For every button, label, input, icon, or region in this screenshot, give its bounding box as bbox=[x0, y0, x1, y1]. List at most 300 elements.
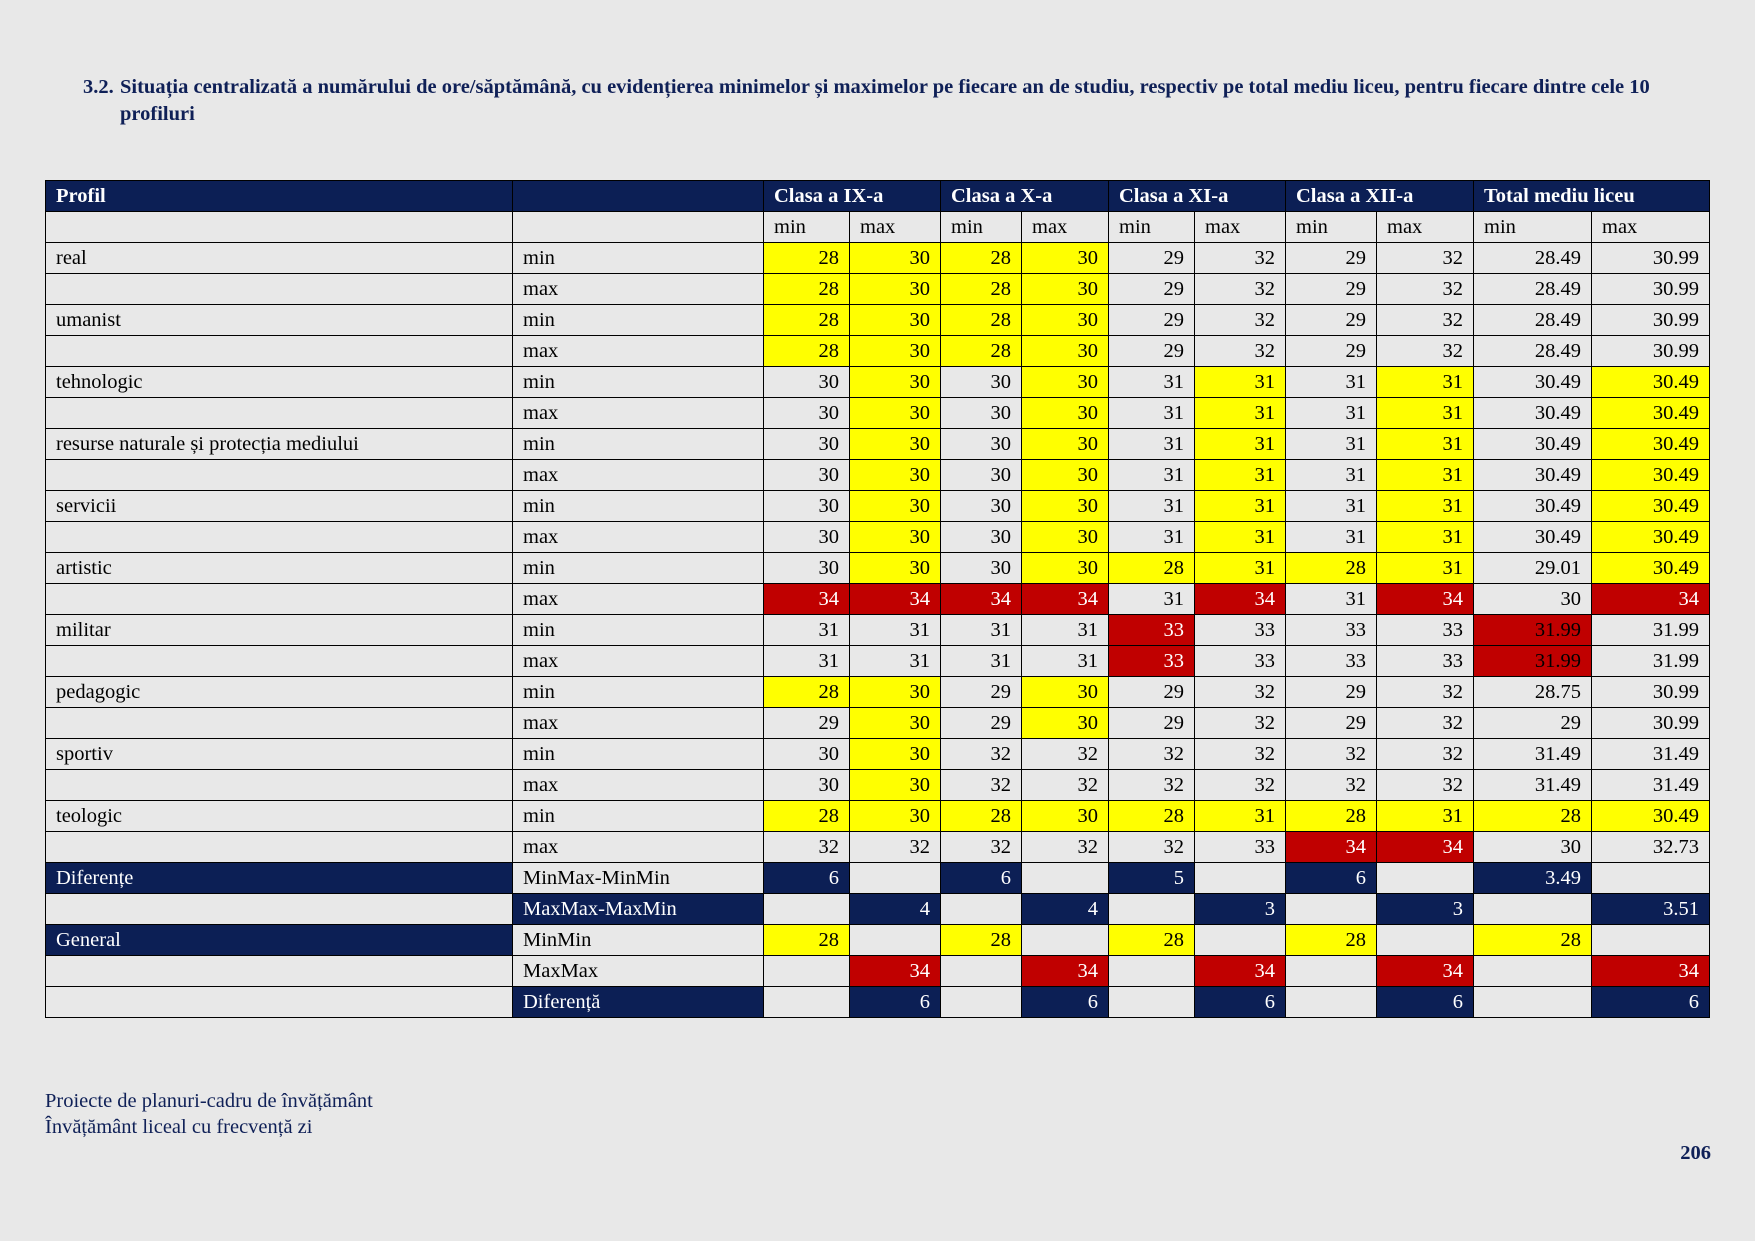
value-cell: 28.75 bbox=[1474, 677, 1592, 708]
value-cell: 30 bbox=[850, 801, 941, 832]
value-cell: 30 bbox=[764, 367, 850, 398]
value-cell: 33 bbox=[1377, 615, 1474, 646]
value-cell: 30 bbox=[764, 398, 850, 429]
value-cell: 30 bbox=[1022, 801, 1109, 832]
table-row bbox=[46, 646, 1710, 677]
value-cell: 32 bbox=[1022, 739, 1109, 770]
table-subheader-row bbox=[46, 212, 1710, 243]
row-type: min bbox=[513, 677, 764, 708]
value-cell: 30 bbox=[764, 522, 850, 553]
value-cell: 31 bbox=[1195, 398, 1286, 429]
header-class-xii: Clasa a XII-a bbox=[1286, 181, 1474, 212]
value-cell: 30 bbox=[850, 367, 941, 398]
row-type: max bbox=[513, 770, 764, 801]
summary-value-cell bbox=[850, 925, 941, 956]
value-cell: 28 bbox=[941, 305, 1022, 336]
row-type: min bbox=[513, 367, 764, 398]
summary-type: Diferență bbox=[513, 987, 764, 1018]
summary-row bbox=[46, 956, 1710, 987]
footer-line-1: Proiecte de planuri-cadru de învățământ bbox=[45, 1090, 373, 1112]
value-cell: 30 bbox=[1022, 429, 1109, 460]
value-cell: 34 bbox=[1377, 584, 1474, 615]
summary-value-cell: 6 bbox=[1377, 987, 1474, 1018]
summary-value-cell bbox=[1377, 925, 1474, 956]
value-cell: 30 bbox=[1022, 708, 1109, 739]
summary-value-cell bbox=[1377, 863, 1474, 894]
value-cell: 33 bbox=[1195, 646, 1286, 677]
value-cell: 31 bbox=[1377, 553, 1474, 584]
value-cell: 31 bbox=[1109, 522, 1195, 553]
summary-value-cell bbox=[1592, 863, 1710, 894]
value-cell: 30 bbox=[850, 398, 941, 429]
value-cell: 30 bbox=[850, 739, 941, 770]
value-cell: 32 bbox=[1377, 243, 1474, 274]
section-title: Situația centralizată a numărului de ore/săptămână, cu evidențierea minimelor și maximelor pe fiecare an de studiu, respectiv pe total mediu liceu, pentru fiecare dintre cele 10 profiluri bbox=[120, 76, 1650, 125]
table-row bbox=[46, 677, 1710, 708]
summary-value-cell bbox=[1195, 925, 1286, 956]
value-cell: 32 bbox=[1195, 305, 1286, 336]
row-type: min bbox=[513, 491, 764, 522]
value-cell: 31 bbox=[1195, 522, 1286, 553]
value-cell: 30 bbox=[764, 770, 850, 801]
table-row bbox=[46, 708, 1710, 739]
value-cell: 29 bbox=[1109, 305, 1195, 336]
value-cell: 30 bbox=[1022, 274, 1109, 305]
value-cell: 30 bbox=[850, 677, 941, 708]
value-cell: 31 bbox=[1377, 429, 1474, 460]
summary-value-cell bbox=[941, 894, 1022, 925]
value-cell: 31 bbox=[1286, 398, 1377, 429]
value-cell: 28 bbox=[764, 305, 850, 336]
table-row bbox=[46, 739, 1710, 770]
value-cell: 32 bbox=[764, 832, 850, 863]
value-cell: 31 bbox=[1109, 367, 1195, 398]
value-cell: 32 bbox=[1022, 832, 1109, 863]
value-cell: 31 bbox=[1109, 398, 1195, 429]
summary-value-cell: 34 bbox=[850, 956, 941, 987]
value-cell: 30 bbox=[850, 429, 941, 460]
subheader-max: max bbox=[1377, 212, 1474, 243]
value-cell: 32 bbox=[850, 832, 941, 863]
value-cell: 30 bbox=[850, 770, 941, 801]
value-cell: 28 bbox=[941, 274, 1022, 305]
value-cell: 30 bbox=[850, 305, 941, 336]
table-row bbox=[46, 336, 1710, 367]
value-cell: 30.49 bbox=[1474, 429, 1592, 460]
value-cell: 30 bbox=[850, 274, 941, 305]
value-cell: 30 bbox=[941, 398, 1022, 429]
value-cell: 30.99 bbox=[1592, 243, 1710, 274]
value-cell: 31 bbox=[1109, 584, 1195, 615]
profile-label: resurse naturale și protecția mediului bbox=[46, 429, 513, 460]
value-cell: 32 bbox=[1195, 336, 1286, 367]
value-cell: 28 bbox=[1286, 553, 1377, 584]
value-cell: 31 bbox=[1286, 491, 1377, 522]
value-cell: 30 bbox=[1022, 305, 1109, 336]
value-cell: 28 bbox=[1109, 801, 1195, 832]
summary-value-cell: 6 bbox=[850, 987, 941, 1018]
value-cell: 33 bbox=[1195, 832, 1286, 863]
profile-label bbox=[46, 646, 513, 677]
value-cell: 29 bbox=[1286, 708, 1377, 739]
value-cell: 31.99 bbox=[1474, 615, 1592, 646]
table-row bbox=[46, 615, 1710, 646]
row-type: min bbox=[513, 553, 764, 584]
value-cell: 30 bbox=[941, 522, 1022, 553]
summary-type: MaxMax bbox=[513, 956, 764, 987]
value-cell: 28 bbox=[1286, 801, 1377, 832]
value-cell: 29 bbox=[1474, 708, 1592, 739]
row-type: max bbox=[513, 832, 764, 863]
value-cell: 31 bbox=[1022, 615, 1109, 646]
subheader-max: max bbox=[1592, 212, 1710, 243]
profile-label bbox=[46, 398, 513, 429]
value-cell: 32 bbox=[1286, 739, 1377, 770]
summary-value-cell: 28 bbox=[1474, 925, 1592, 956]
value-cell: 28.49 bbox=[1474, 305, 1592, 336]
value-cell: 29.01 bbox=[1474, 553, 1592, 584]
value-cell: 34 bbox=[1195, 584, 1286, 615]
profile-label bbox=[46, 584, 513, 615]
value-cell: 30.49 bbox=[1474, 460, 1592, 491]
header-total: Total mediu liceu bbox=[1474, 181, 1710, 212]
summary-row bbox=[46, 894, 1710, 925]
summary-value-cell bbox=[1109, 894, 1195, 925]
summary-value-cell bbox=[1286, 956, 1377, 987]
value-cell: 34 bbox=[850, 584, 941, 615]
subheader-min: min bbox=[1474, 212, 1592, 243]
summary-value-cell: 6 bbox=[1592, 987, 1710, 1018]
subheader-empty bbox=[513, 212, 764, 243]
value-cell: 34 bbox=[1022, 584, 1109, 615]
summary-value-cell: 6 bbox=[1022, 987, 1109, 1018]
value-cell: 31 bbox=[1377, 522, 1474, 553]
value-cell: 32 bbox=[1286, 770, 1377, 801]
value-cell: 31 bbox=[1286, 522, 1377, 553]
row-type: max bbox=[513, 646, 764, 677]
value-cell: 29 bbox=[1109, 708, 1195, 739]
value-cell: 30 bbox=[1474, 832, 1592, 863]
table-row bbox=[46, 460, 1710, 491]
profile-label: artistic bbox=[46, 553, 513, 584]
row-type: min bbox=[513, 429, 764, 460]
value-cell: 31 bbox=[1109, 460, 1195, 491]
summary-value-cell: 28 bbox=[1109, 925, 1195, 956]
value-cell: 30 bbox=[850, 336, 941, 367]
section-number: 3.2. bbox=[83, 76, 114, 98]
summary-value-cell bbox=[941, 956, 1022, 987]
summary-value-cell bbox=[850, 863, 941, 894]
value-cell: 31 bbox=[1377, 398, 1474, 429]
row-type: min bbox=[513, 305, 764, 336]
value-cell: 31 bbox=[1109, 429, 1195, 460]
value-cell: 30 bbox=[941, 460, 1022, 491]
value-cell: 28 bbox=[1109, 553, 1195, 584]
value-cell: 34 bbox=[1286, 832, 1377, 863]
summary-label bbox=[46, 987, 513, 1018]
value-cell: 31.49 bbox=[1592, 739, 1710, 770]
value-cell: 31 bbox=[1195, 429, 1286, 460]
summary-value-cell: 4 bbox=[1022, 894, 1109, 925]
subheader-empty bbox=[46, 212, 513, 243]
profile-label: real bbox=[46, 243, 513, 274]
row-type: max bbox=[513, 522, 764, 553]
value-cell: 34 bbox=[1592, 584, 1710, 615]
value-cell: 34 bbox=[1377, 832, 1474, 863]
value-cell: 32 bbox=[1377, 677, 1474, 708]
summary-value-cell bbox=[764, 894, 850, 925]
value-cell: 32 bbox=[1195, 708, 1286, 739]
value-cell: 31 bbox=[1109, 491, 1195, 522]
summary-value-cell: 3.49 bbox=[1474, 863, 1592, 894]
value-cell: 31 bbox=[850, 646, 941, 677]
summary-value-cell: 4 bbox=[850, 894, 941, 925]
value-cell: 30 bbox=[1022, 491, 1109, 522]
row-type: min bbox=[513, 243, 764, 274]
table-header-row bbox=[46, 181, 1710, 212]
table-row bbox=[46, 522, 1710, 553]
value-cell: 29 bbox=[1109, 274, 1195, 305]
value-cell: 30 bbox=[764, 460, 850, 491]
value-cell: 30 bbox=[764, 553, 850, 584]
value-cell: 30.49 bbox=[1474, 367, 1592, 398]
value-cell: 32 bbox=[1195, 770, 1286, 801]
value-cell: 30.49 bbox=[1592, 398, 1710, 429]
value-cell: 30.49 bbox=[1592, 460, 1710, 491]
profile-label: servicii bbox=[46, 491, 513, 522]
profile-label bbox=[46, 336, 513, 367]
value-cell: 31 bbox=[1195, 460, 1286, 491]
summary-label: General bbox=[46, 925, 513, 956]
summary-row bbox=[46, 987, 1710, 1018]
table-row bbox=[46, 553, 1710, 584]
row-type: max bbox=[513, 584, 764, 615]
value-cell: 31.49 bbox=[1474, 770, 1592, 801]
summary-value-cell bbox=[1286, 987, 1377, 1018]
value-cell: 30.99 bbox=[1592, 708, 1710, 739]
value-cell: 29 bbox=[941, 708, 1022, 739]
footer bbox=[45, 1088, 373, 1140]
value-cell: 30 bbox=[1474, 584, 1592, 615]
summary-value-cell bbox=[1022, 925, 1109, 956]
summary-value-cell: 6 bbox=[1286, 863, 1377, 894]
value-cell: 30 bbox=[850, 522, 941, 553]
profile-label: tehnologic bbox=[46, 367, 513, 398]
value-cell: 28 bbox=[941, 336, 1022, 367]
value-cell: 30 bbox=[1022, 677, 1109, 708]
value-cell: 32 bbox=[1377, 274, 1474, 305]
summary-value-cell bbox=[1592, 925, 1710, 956]
value-cell: 28 bbox=[764, 677, 850, 708]
value-cell: 28 bbox=[764, 274, 850, 305]
summary-value-cell: 28 bbox=[764, 925, 850, 956]
value-cell: 31.49 bbox=[1592, 770, 1710, 801]
summary-value-cell bbox=[1022, 863, 1109, 894]
value-cell: 31 bbox=[1377, 491, 1474, 522]
value-cell: 31 bbox=[1195, 553, 1286, 584]
summary-type: MinMax-MinMin bbox=[513, 863, 764, 894]
value-cell: 30 bbox=[941, 553, 1022, 584]
value-cell: 31 bbox=[764, 646, 850, 677]
value-cell: 30.99 bbox=[1592, 336, 1710, 367]
value-cell: 33 bbox=[1286, 615, 1377, 646]
value-cell: 30.49 bbox=[1592, 491, 1710, 522]
value-cell: 33 bbox=[1377, 646, 1474, 677]
value-cell: 30 bbox=[1022, 522, 1109, 553]
row-type: min bbox=[513, 739, 764, 770]
value-cell: 31 bbox=[850, 615, 941, 646]
row-type: min bbox=[513, 801, 764, 832]
value-cell: 28 bbox=[1474, 801, 1592, 832]
value-cell: 29 bbox=[1286, 305, 1377, 336]
summary-value-cell bbox=[1195, 863, 1286, 894]
value-cell: 32 bbox=[1109, 770, 1195, 801]
header-type bbox=[513, 181, 764, 212]
table-row bbox=[46, 243, 1710, 274]
value-cell: 30 bbox=[850, 460, 941, 491]
value-cell: 32 bbox=[1022, 770, 1109, 801]
value-cell: 33 bbox=[1195, 615, 1286, 646]
summary-value-cell bbox=[1286, 894, 1377, 925]
value-cell: 30.49 bbox=[1474, 491, 1592, 522]
value-cell: 31 bbox=[1195, 801, 1286, 832]
value-cell: 30 bbox=[850, 553, 941, 584]
profile-label: militar bbox=[46, 615, 513, 646]
value-cell: 32 bbox=[1377, 336, 1474, 367]
value-cell: 30 bbox=[764, 429, 850, 460]
table-row bbox=[46, 770, 1710, 801]
subheader-max: max bbox=[1022, 212, 1109, 243]
table-row bbox=[46, 801, 1710, 832]
value-cell: 28 bbox=[764, 243, 850, 274]
value-cell: 31 bbox=[941, 615, 1022, 646]
value-cell: 30.99 bbox=[1592, 305, 1710, 336]
summary-value-cell bbox=[1474, 987, 1592, 1018]
value-cell: 31 bbox=[1022, 646, 1109, 677]
value-cell: 30.99 bbox=[1592, 274, 1710, 305]
row-type: max bbox=[513, 274, 764, 305]
value-cell: 31 bbox=[1195, 491, 1286, 522]
table-row bbox=[46, 367, 1710, 398]
value-cell: 30 bbox=[1022, 398, 1109, 429]
value-cell: 30.49 bbox=[1474, 398, 1592, 429]
summary-value-cell: 28 bbox=[1286, 925, 1377, 956]
value-cell: 30 bbox=[1022, 367, 1109, 398]
value-cell: 29 bbox=[1286, 677, 1377, 708]
value-cell: 29 bbox=[1109, 677, 1195, 708]
value-cell: 32 bbox=[941, 832, 1022, 863]
value-cell: 32 bbox=[1109, 739, 1195, 770]
value-cell: 31 bbox=[1286, 460, 1377, 491]
value-cell: 30 bbox=[941, 367, 1022, 398]
subheader-min: min bbox=[764, 212, 850, 243]
value-cell: 32 bbox=[1377, 770, 1474, 801]
value-cell: 32 bbox=[1377, 708, 1474, 739]
subheader-min: min bbox=[941, 212, 1022, 243]
value-cell: 31 bbox=[1377, 460, 1474, 491]
value-cell: 28 bbox=[764, 336, 850, 367]
summary-value-cell: 6 bbox=[764, 863, 850, 894]
profile-label bbox=[46, 832, 513, 863]
value-cell: 31.49 bbox=[1474, 739, 1592, 770]
value-cell: 30 bbox=[850, 243, 941, 274]
value-cell: 30 bbox=[941, 491, 1022, 522]
value-cell: 30.99 bbox=[1592, 677, 1710, 708]
value-cell: 30 bbox=[1022, 553, 1109, 584]
summary-row bbox=[46, 863, 1710, 894]
section-heading bbox=[83, 74, 1703, 128]
profile-label: sportiv bbox=[46, 739, 513, 770]
profile-label bbox=[46, 274, 513, 305]
value-cell: 28 bbox=[941, 243, 1022, 274]
header-class-xi: Clasa a XI-a bbox=[1109, 181, 1286, 212]
profile-label bbox=[46, 522, 513, 553]
value-cell: 30 bbox=[1022, 243, 1109, 274]
table-row bbox=[46, 398, 1710, 429]
value-cell: 34 bbox=[764, 584, 850, 615]
subheader-max: max bbox=[850, 212, 941, 243]
value-cell: 31 bbox=[941, 646, 1022, 677]
value-cell: 30 bbox=[941, 429, 1022, 460]
value-cell: 31.99 bbox=[1474, 646, 1592, 677]
value-cell: 32 bbox=[941, 770, 1022, 801]
value-cell: 32 bbox=[1377, 305, 1474, 336]
summary-value-cell: 34 bbox=[1592, 956, 1710, 987]
profile-label: umanist bbox=[46, 305, 513, 336]
value-cell: 31 bbox=[764, 615, 850, 646]
value-cell: 31.99 bbox=[1592, 615, 1710, 646]
value-cell: 32 bbox=[1109, 832, 1195, 863]
value-cell: 31 bbox=[1286, 367, 1377, 398]
value-cell: 32.73 bbox=[1592, 832, 1710, 863]
summary-type: MaxMax-MaxMin bbox=[513, 894, 764, 925]
value-cell: 28.49 bbox=[1474, 243, 1592, 274]
summary-value-cell: 3.51 bbox=[1592, 894, 1710, 925]
header-class-x: Clasa a X-a bbox=[941, 181, 1109, 212]
value-cell: 30.49 bbox=[1474, 522, 1592, 553]
value-cell: 30 bbox=[764, 739, 850, 770]
value-cell: 32 bbox=[1377, 739, 1474, 770]
value-cell: 29 bbox=[1109, 243, 1195, 274]
table-row bbox=[46, 305, 1710, 336]
value-cell: 31 bbox=[1286, 429, 1377, 460]
value-cell: 32 bbox=[1195, 739, 1286, 770]
value-cell: 30.49 bbox=[1592, 367, 1710, 398]
summary-value-cell: 3 bbox=[1377, 894, 1474, 925]
summary-label bbox=[46, 956, 513, 987]
value-cell: 31 bbox=[1195, 367, 1286, 398]
value-cell: 34 bbox=[941, 584, 1022, 615]
profile-label: teologic bbox=[46, 801, 513, 832]
summary-value-cell bbox=[941, 987, 1022, 1018]
row-type: max bbox=[513, 398, 764, 429]
value-cell: 29 bbox=[1286, 243, 1377, 274]
row-type: max bbox=[513, 460, 764, 491]
value-cell: 28 bbox=[764, 801, 850, 832]
profile-label bbox=[46, 708, 513, 739]
page-number: 206 bbox=[1680, 1142, 1711, 1164]
value-cell: 32 bbox=[1195, 274, 1286, 305]
summary-value-cell: 6 bbox=[1195, 987, 1286, 1018]
profile-label bbox=[46, 460, 513, 491]
value-cell: 33 bbox=[1109, 615, 1195, 646]
footer-line-2: Învățământ liceal cu frecvență zi bbox=[45, 1116, 313, 1138]
value-cell: 28.49 bbox=[1474, 274, 1592, 305]
table-row bbox=[46, 832, 1710, 863]
summary-value-cell: 6 bbox=[941, 863, 1022, 894]
value-cell: 30.49 bbox=[1592, 801, 1710, 832]
value-cell: 31 bbox=[1377, 367, 1474, 398]
